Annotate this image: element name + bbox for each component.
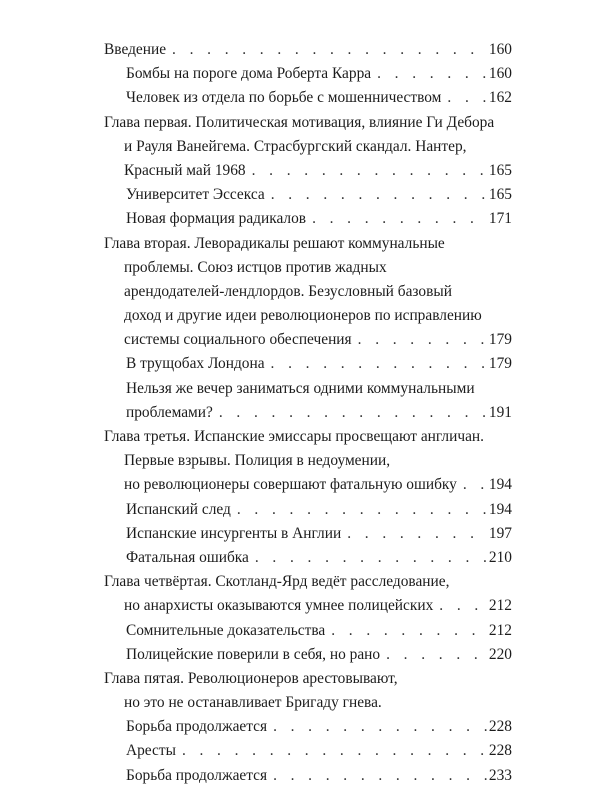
toc-line: [104, 256, 512, 280]
dot-leader: [358, 328, 487, 352]
toc-line: [104, 691, 512, 715]
toc-line: [104, 739, 512, 763]
toc-line: [104, 401, 512, 425]
toc-line: [104, 159, 512, 183]
dot-leader: [271, 352, 487, 376]
dot-leader: [237, 498, 487, 522]
toc-subentry[interactable]: [104, 715, 512, 739]
toc-entry-text: арендодателей-лендлордов. Безусловный базовый: [124, 282, 452, 300]
toc-entry-text: Красный май 1968: [124, 161, 246, 179]
toc-line: [104, 449, 512, 473]
toc-line: [104, 328, 512, 352]
toc-line: [104, 352, 512, 376]
dot-leader: [331, 619, 487, 643]
toc-subentry[interactable]: [104, 643, 512, 667]
toc-line: [104, 183, 512, 207]
page-number: 197: [488, 524, 512, 542]
dot-leader: [312, 207, 487, 231]
page-number: 220: [488, 645, 512, 663]
toc-line: [104, 667, 512, 691]
dot-leader: [377, 62, 487, 86]
toc-line: [104, 86, 512, 110]
toc-subentry[interactable]: [104, 619, 512, 643]
toc-line: [104, 764, 512, 788]
page-number: 212: [488, 597, 512, 615]
toc-line: [104, 377, 512, 401]
toc-subentry[interactable]: [104, 498, 512, 522]
toc-entry-text: Глава пятая. Революционеров арестовывают,: [104, 669, 398, 687]
toc-line: [104, 280, 512, 304]
toc-chapter-entry[interactable]: [104, 232, 512, 353]
toc-entry-text: Сомнительные доказательства: [126, 621, 326, 639]
toc-line: [104, 232, 512, 256]
toc-line: [104, 594, 512, 618]
toc-chapter-entry[interactable]: [104, 38, 512, 62]
toc-entry-text: Нельзя же вечер заниматься одними коммунальными: [126, 379, 475, 397]
page-number: 165: [488, 161, 512, 179]
page-number: 228: [488, 718, 512, 736]
dot-leader: [255, 546, 487, 570]
toc-entry-text: но революционеры совершают фатальную ошибку: [124, 476, 457, 494]
toc-chapter-entry[interactable]: [104, 570, 512, 618]
dot-leader: [347, 522, 487, 546]
dot-leader: [219, 401, 487, 425]
page-number: 194: [488, 500, 512, 518]
page-number: 191: [488, 403, 512, 421]
page-number: 210: [488, 548, 512, 566]
dot-leader: [271, 183, 487, 207]
toc-line: [104, 619, 512, 643]
dot-leader: [447, 86, 487, 110]
dot-leader: [172, 38, 487, 62]
toc-line: [104, 498, 512, 522]
dot-leader: [273, 715, 487, 739]
toc-entry-text: Введение: [104, 41, 167, 58]
toc-subentry[interactable]: [104, 183, 512, 207]
toc-entry-text: Борьба продолжается: [126, 766, 268, 784]
page-number: 179: [488, 331, 512, 349]
dot-leader: [182, 739, 487, 763]
toc-line: [104, 38, 512, 62]
toc-entry-text: Борьба продолжается: [126, 718, 268, 736]
toc-entry-text: Испанский след: [126, 500, 231, 518]
toc-line: [104, 473, 512, 497]
toc-entry-text: но это не останавливает Бригаду гнева.: [124, 694, 382, 712]
toc-entry-text: Испанские инсургенты в Англии: [126, 524, 342, 542]
toc-subentry[interactable]: [104, 739, 512, 763]
toc-entry-text: В трущобах Лондона: [126, 355, 265, 373]
dot-leader: [463, 473, 487, 497]
toc-line: [104, 135, 512, 159]
toc-line: [104, 111, 512, 135]
toc-entry-text: Глава четвёртая. Скотланд-Ярд ведёт расследование,: [104, 573, 450, 591]
toc-entry-text: системы социального обеспечения: [124, 331, 352, 349]
toc-entry-text: Полицейские поверили в себя, но рано: [126, 645, 381, 663]
toc-subentry[interactable]: [104, 377, 512, 425]
page-number: 228: [488, 742, 512, 760]
toc-line: [104, 715, 512, 739]
toc-subentry[interactable]: [104, 62, 512, 86]
toc-chapter-entry[interactable]: [104, 667, 512, 715]
page-number: 171: [488, 210, 512, 228]
toc-entry-text: но анархисты оказываются умнее полицейских: [124, 597, 434, 615]
toc-entry-text: проблемами?: [126, 403, 213, 421]
toc-line: [104, 207, 512, 231]
toc-entry-text: Глава третья. Испанские эмиссары просвещают англичан.: [104, 428, 485, 445]
dot-leader: [386, 643, 487, 667]
toc-line: [104, 62, 512, 86]
page-number: 162: [488, 89, 512, 107]
page-number: 179: [488, 355, 512, 373]
toc-subentry[interactable]: [104, 207, 512, 231]
toc-entry-text: Университет Эссекса: [126, 186, 265, 204]
toc-subentry[interactable]: [104, 522, 512, 546]
page-number: 160: [488, 41, 512, 58]
toc-line: [104, 304, 512, 328]
toc-entry-text: доход и другие идеи революционеров по исправлению: [124, 307, 482, 325]
toc-entry-text: Аресты: [126, 742, 176, 760]
dot-leader: [439, 594, 487, 618]
toc-line: [104, 425, 512, 449]
toc-entry-text: Фатальная ошибка: [126, 548, 249, 566]
toc-subentry[interactable]: [104, 764, 512, 788]
page-number: 165: [488, 186, 512, 204]
toc-chapter-entry[interactable]: [104, 111, 512, 184]
page-number: 194: [488, 476, 512, 494]
page-number: 212: [488, 621, 512, 639]
page-number: 233: [488, 766, 512, 784]
dot-leader: [252, 159, 487, 183]
table-of-contents: [104, 38, 512, 788]
toc-entry-text: Первые взрывы. Полиция в недоумении,: [124, 452, 391, 470]
toc-line: [104, 570, 512, 594]
toc-entry-text: проблемы. Союз истцов против жадных: [124, 258, 387, 276]
toc-subentry[interactable]: [104, 86, 512, 110]
toc-entry-text: Глава первая. Политическая мотивация, влияние Ги Дебора: [104, 113, 495, 131]
toc-subentry[interactable]: [104, 352, 512, 376]
toc-entry-text: Новая формация радикалов: [126, 210, 307, 228]
toc-line: [104, 643, 512, 667]
toc-entry-text: и Рауля Ванейгема. Страсбургский скандал. Нантер,: [124, 137, 467, 155]
toc-entry-text: Глава вторая. Леворадикалы решают коммунальные: [104, 234, 445, 252]
toc-line: [104, 522, 512, 546]
toc-chapter-entry[interactable]: [104, 425, 512, 498]
dot-leader: [273, 764, 487, 788]
page-number: 160: [488, 65, 512, 83]
toc-entry-text: Человек из отдела по борьбе с мошенничеством: [126, 89, 442, 107]
toc-entry-text: Бомбы на пороге дома Роберта Карра: [126, 65, 372, 83]
toc-subentry[interactable]: [104, 546, 512, 570]
toc-line: [104, 546, 512, 570]
